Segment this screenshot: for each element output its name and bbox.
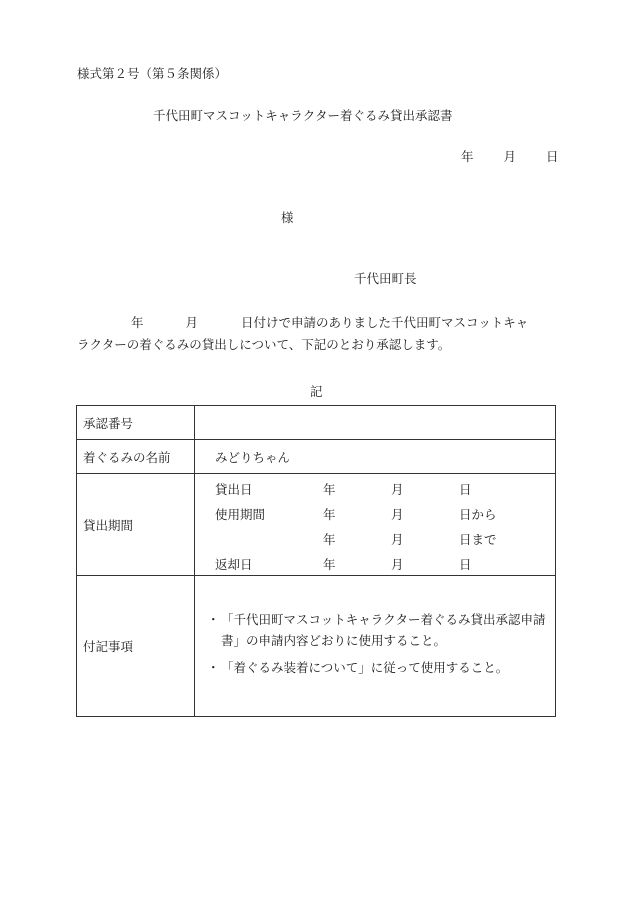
- note-text: 「着ぐるみ装着について」に従って使用すること。: [221, 659, 509, 675]
- body-text-line2: ラクターの着ぐるみの貸出しについて、下記のとおり承認します。: [77, 337, 451, 352]
- period-row-label: 返却日: [215, 557, 253, 572]
- period-row-month: 月: [391, 507, 404, 522]
- rental-period-cell: [195, 474, 556, 576]
- bullet-marker: ・: [207, 611, 220, 627]
- approval-number-label: 承認番号: [77, 406, 195, 440]
- period-row-usage-until: [215, 530, 545, 548]
- period-row-year: 年: [323, 507, 336, 522]
- table-row: [77, 440, 556, 474]
- note-text: 「千代田町マスコットキャラクター着ぐるみ貸出承認申請書」の申請内容どおりに使用すること。: [221, 611, 546, 648]
- period-row-return-date: [215, 555, 545, 573]
- period-row-day: 日: [459, 557, 472, 572]
- period-row-label: 貸出日: [215, 482, 253, 497]
- table-row: [77, 406, 556, 440]
- document-title: 千代田町マスコットキャラクター着ぐるみ貸出承認書: [153, 108, 453, 123]
- note-heading: 記: [310, 384, 323, 399]
- costume-name-label: 着ぐるみの名前: [77, 440, 195, 474]
- body-text-line1: 日付けで申請のありました千代田町マスコットキャ: [241, 315, 529, 330]
- body-year: 年: [131, 315, 144, 330]
- issue-date-year: 年: [461, 149, 474, 164]
- form-number: 様式第２号（第５条関係）: [77, 66, 228, 81]
- period-row-lend-date: [215, 480, 545, 498]
- list-item: [207, 609, 555, 651]
- notes-list: [195, 609, 555, 678]
- period-row-month: 月: [391, 557, 404, 572]
- body-month: 月: [185, 315, 199, 330]
- period-row-day: 日まで: [459, 532, 497, 547]
- period-row-month: 月: [391, 482, 404, 497]
- issuer-name: 千代田町長: [354, 271, 417, 286]
- period-row-day: 日から: [459, 507, 497, 522]
- table-row: [77, 474, 556, 576]
- bullet-marker: ・: [207, 659, 220, 675]
- issue-date: [461, 151, 559, 164]
- list-item: [207, 657, 555, 678]
- approval-details-table: [76, 405, 556, 717]
- approval-number-value: [195, 406, 556, 440]
- table-row: [77, 576, 556, 717]
- period-row-year: 年: [323, 557, 336, 572]
- rental-period-label: 貸出期間: [77, 474, 195, 576]
- period-row-month: 月: [391, 532, 404, 547]
- period-row-usage-from: [215, 505, 545, 523]
- issue-date-day: 日: [546, 149, 559, 164]
- period-row-year: 年: [323, 532, 336, 547]
- period-row-label: 使用期間: [215, 507, 266, 522]
- notes-cell: [195, 576, 556, 717]
- period-row-year: 年: [323, 482, 336, 497]
- notes-label: 付記事項: [77, 576, 195, 717]
- rental-period-grid: [195, 474, 555, 575]
- approval-body-text: [77, 312, 557, 356]
- addressee-suffix: 様: [281, 210, 294, 225]
- period-row-day: 日: [459, 482, 472, 497]
- issue-date-month: 月: [503, 149, 517, 164]
- costume-name-value: みどりちゃん: [195, 440, 556, 474]
